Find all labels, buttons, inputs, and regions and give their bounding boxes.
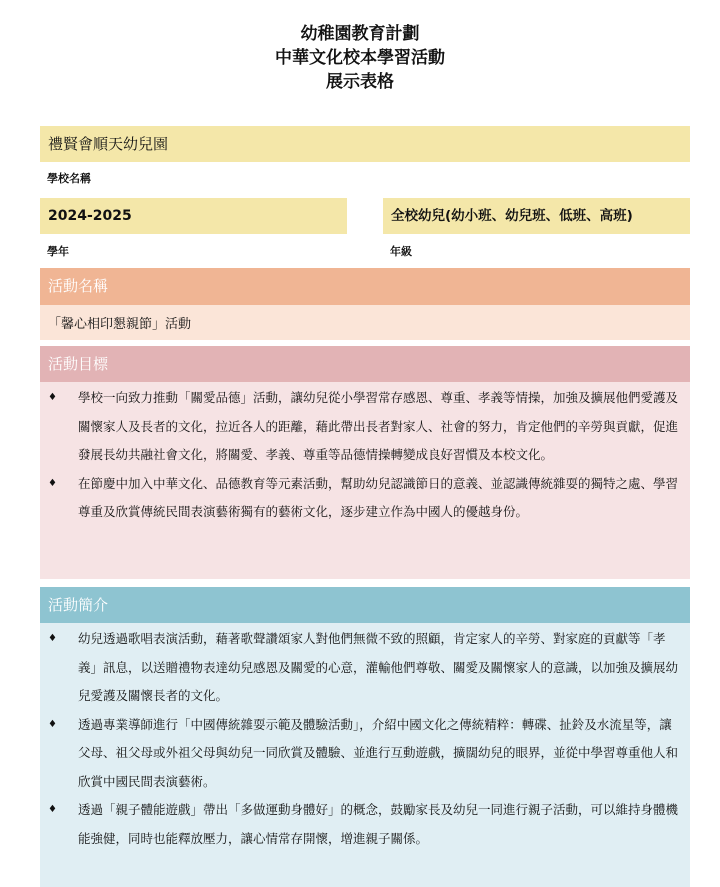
list-item: ♦ 在節慶中加入中華文化、品德教育等元素活動，幫助幼兒認識節日的意義、並認識傳統雜耍的獨特之處、學習尊重及欣賞傳統民間表演藝術獨有的藝術文化，逐步建立作為中國人的優越身份。 xyxy=(40,470,690,527)
diamond-bullet-icon: ♦ xyxy=(48,718,57,730)
grade-value: 全校幼兒(幼小班、幼兒班、低班、高班) xyxy=(391,208,633,224)
summary-body xyxy=(40,623,690,887)
school-year-field xyxy=(40,198,347,234)
school-name-field xyxy=(40,126,690,162)
title-line-3: 展示表格 xyxy=(326,72,394,92)
activity-name-value: 「馨心相印懇親節」活動 xyxy=(48,317,192,332)
objectives-body xyxy=(40,382,690,579)
grade-field xyxy=(383,198,690,234)
list-item: ♦ 學校一向致力推動「關愛品德」活動，讓幼兒從小學習常存感恩、尊重、孝義等情操，加強及擴展他們愛護及關懷家人及長者的文化，拉近各人的距離，藉此帶出長者對家人、社會的努力，肯定他們的辛勞與貢獻，促進發展長幼共融社會文化，將關愛、孝義、尊重等品德情操轉變成良好習慣及本校文化。 xyxy=(40,384,690,470)
list-item: ♦ 幼兒透過歌唱表演活動，藉著歌聲讚頌家人對他們無微不致的照顧，肯定家人的辛勞、對家庭的貢獻等「孝義」訊息，以送贈禮物表達幼兒感恩及關愛的心意，灌輸他們尊敬、關愛及關懷家人的意識，以加強及擴展幼兒愛護及關懷長者的文化。 xyxy=(40,625,690,711)
objectives-heading: 活動目標 xyxy=(40,346,690,382)
title-line-2: 中華文化校本學習活動 xyxy=(275,48,445,68)
school-year-label: 學年 xyxy=(47,245,69,258)
school-name-value: 禮賢會順天幼兒園 xyxy=(48,135,169,153)
page-title xyxy=(0,22,720,94)
summary-heading: 活動簡介 xyxy=(40,587,690,623)
list-item: ♦ 透過專業導師進行「中國傳統雜耍示範及體驗活動」，介紹中國文化之傳統精粹：轉碟、扯鈴及水流星等，讓父母、祖父母或外祖父母與幼兒一同欣賞及體驗、並進行互動遊戲，擴闊幼兒的眼界，並從中學習尊重他人和欣賞中國民間表演藝術。 xyxy=(40,711,690,797)
school-year-value: 2024-2025 xyxy=(48,208,132,224)
list-item: ♦ 透過「親子體能遊戲」帶出「多做運動身體好」的概念，鼓勵家長及幼兒一同進行親子活動，可以維持身體機能強健，同時也能釋放壓力，讓心情常存開懷，增進親子關係。 xyxy=(40,796,690,853)
activity-name-heading: 活動名稱 xyxy=(40,268,690,305)
diamond-bullet-icon: ♦ xyxy=(48,633,57,644)
diamond-bullet-icon: ♦ xyxy=(48,804,57,815)
diamond-bullet-icon: ♦ xyxy=(48,477,57,489)
title-line-1: 幼稚園教育計劃 xyxy=(300,24,420,44)
school-name-label: 學校名稱 xyxy=(47,172,91,185)
activity-name-body xyxy=(40,305,690,340)
grade-label: 年級 xyxy=(390,245,412,258)
diamond-bullet-icon: ♦ xyxy=(48,392,57,403)
